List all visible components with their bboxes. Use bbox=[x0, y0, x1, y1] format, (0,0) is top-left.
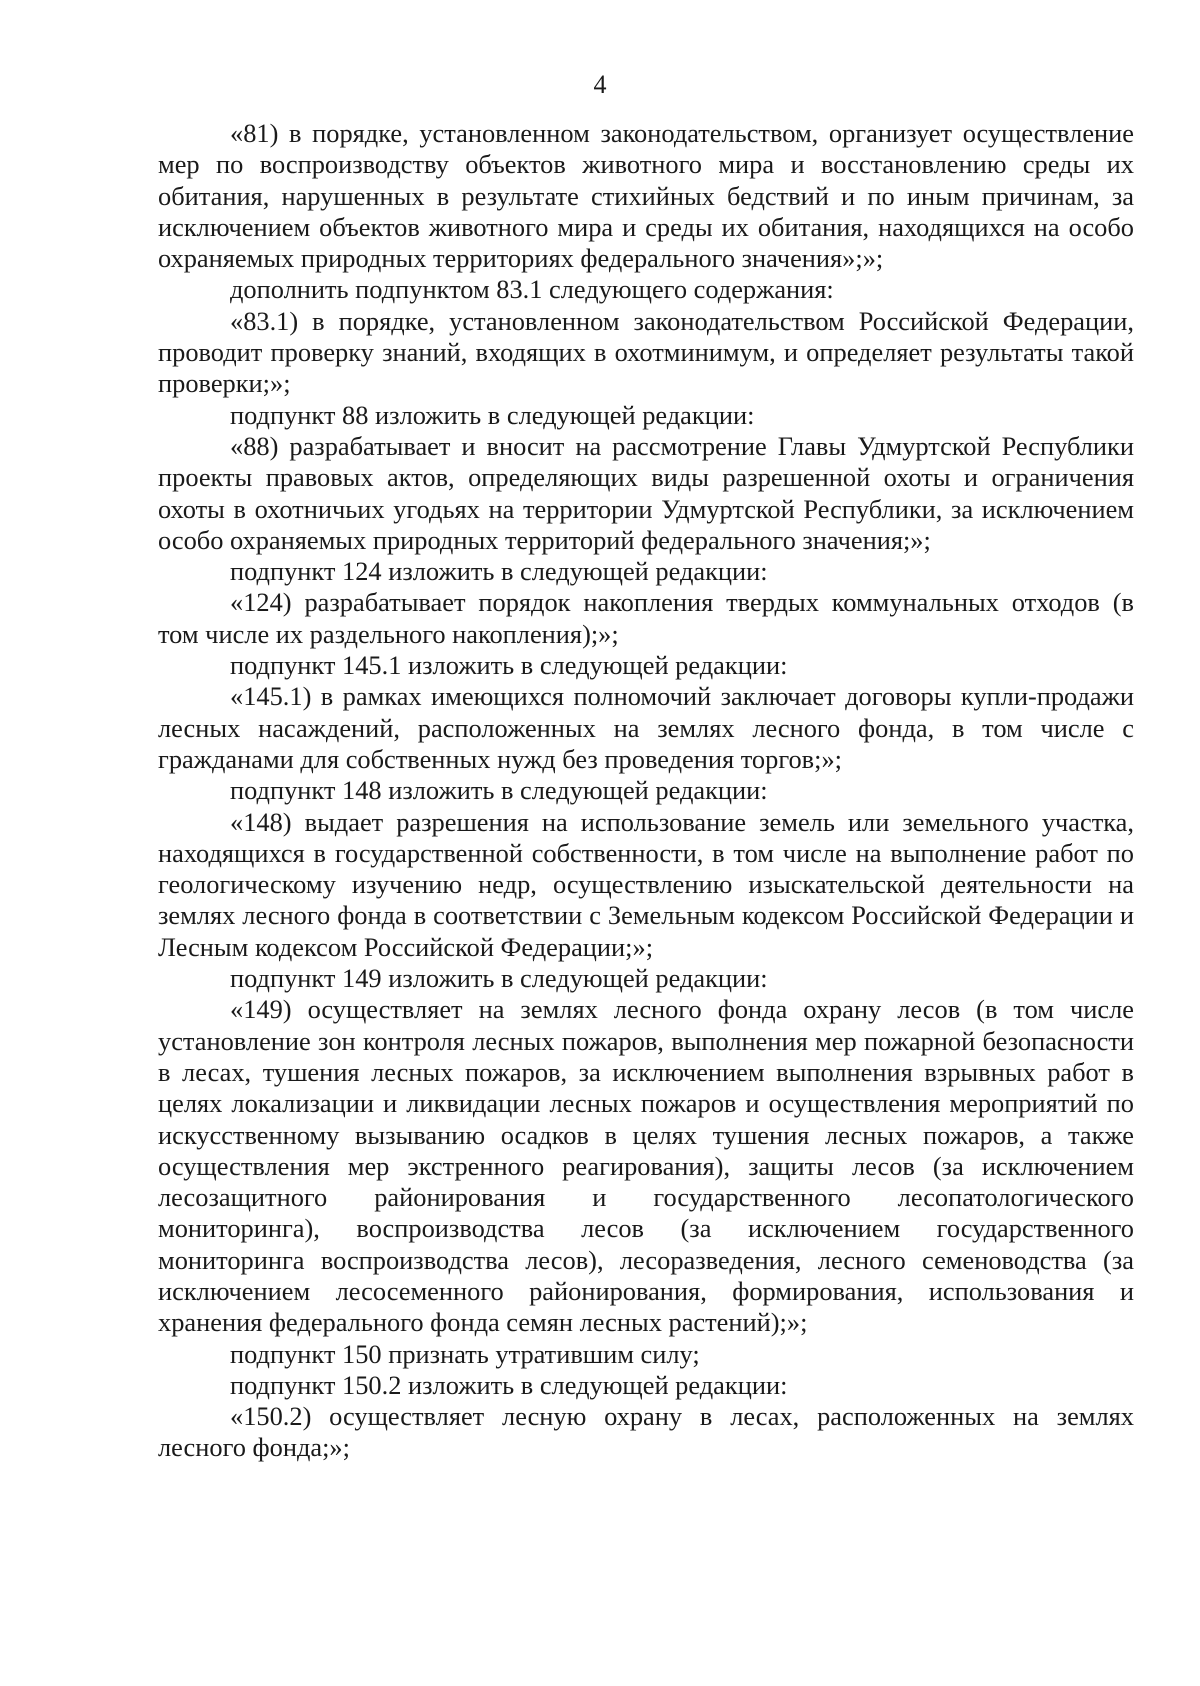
paragraph-145-1: «145.1) в рамках имеющихся полномочий заключает договоры купли-продажи лесных насаждений, расположенных на землях лесного фонда, в том числе с гражданами для собственных нужд без проведения торгов;»; bbox=[158, 681, 1134, 774]
instruction-88: подпункт 88 изложить в следующей редакции: bbox=[230, 399, 755, 430]
instruction-124: подпункт 124 изложить в следующей редакции: bbox=[230, 556, 768, 587]
instruction-149: подпункт 149 изложить в следующей редакции: bbox=[230, 963, 768, 994]
instruction-148: подпункт 148 изложить в следующей редакции: bbox=[230, 775, 768, 806]
paragraph-149: «149) осуществляет на землях лесного фонда охрану лесов (в том числе установление зон контроля лесных пожаров, выполнения мер пожарной безопасности в лесах, тушения лесных пожаров, за исключением выполнения взрывных работ в целях локализации и ликвидации лесных пожаров и осуществления мероприятий по искусственному вызыванию осадков в целях тушения лесных пожаров, а также осуществления мер экстренного реагирования), защиты лесов (за исключением лесозащитного районирования и государственного лесопатологического мониторинга), воспроизводства лесов (за исключением государственного мониторинга воспроизводства лесов), лесоразведения, лесного семеноводства (за исключением лесосеменного районирования, формирования, использования и хранения федерального фонда семян лесных растений);»; bbox=[158, 994, 1134, 1338]
paragraph-88: «88) разрабатывает и вносит на рассмотрение Главы Удмуртской Республики проекты правовых актов, определяющих виды разрешенной охоты и ограничения охоты в охотничьих угодьях на территории Удмуртской Республики, за исключением особо охраняемых природных территорий федерального значения;»; bbox=[158, 430, 1134, 555]
instruction-145-1: подпункт 145.1 изложить в следующей редакции: bbox=[230, 650, 788, 681]
document-body bbox=[158, 118, 1134, 1464]
instruction-add-83-1: дополнить подпунктом 83.1 следующего содержания: bbox=[230, 274, 834, 305]
paragraph-148: «148) выдает разрешения на использование земель или земельного участка, находящихся в государственной собственности, в том числе на выполнение работ по геологическому изучению недр, осуществлению изыскательской деятельности на землях лесного фонда в соответствии с Земельным кодексом Российской Федерации и Лесным кодексом Российской Федерации;»; bbox=[158, 806, 1134, 962]
paragraph-81: «81) в порядке, установленном законодательством, организует осуществление мер по воспроизводству объектов животного мира и восстановлению среды их обитания, нарушенных в результате стихийных бедствий и по иным причинам, за исключением объектов животного мира и среды их обитания, находящихся на особо охраняемых природных территориях федерального значения»;»; bbox=[158, 118, 1134, 274]
page-number: 4 bbox=[593, 70, 607, 99]
instruction-150: подпункт 150 признать утратившим силу; bbox=[230, 1338, 700, 1369]
paragraph-150-2: «150.2) осуществляет лесную охрану в лесах, расположенных на землях лесного фонда;»; bbox=[158, 1401, 1134, 1463]
paragraph-124: «124) разрабатывает порядок накопления твердых коммунальных отходов (в том числе их раздельного накопления);»; bbox=[158, 587, 1134, 649]
instruction-150-2: подпункт 150.2 изложить в следующей редакции: bbox=[230, 1369, 788, 1400]
paragraph-83-1: «83.1) в порядке, установленном законодательством Российской Федерации, проводит проверку знаний, входящих в охотминимум, и определяет результаты такой проверки;»; bbox=[158, 305, 1134, 399]
